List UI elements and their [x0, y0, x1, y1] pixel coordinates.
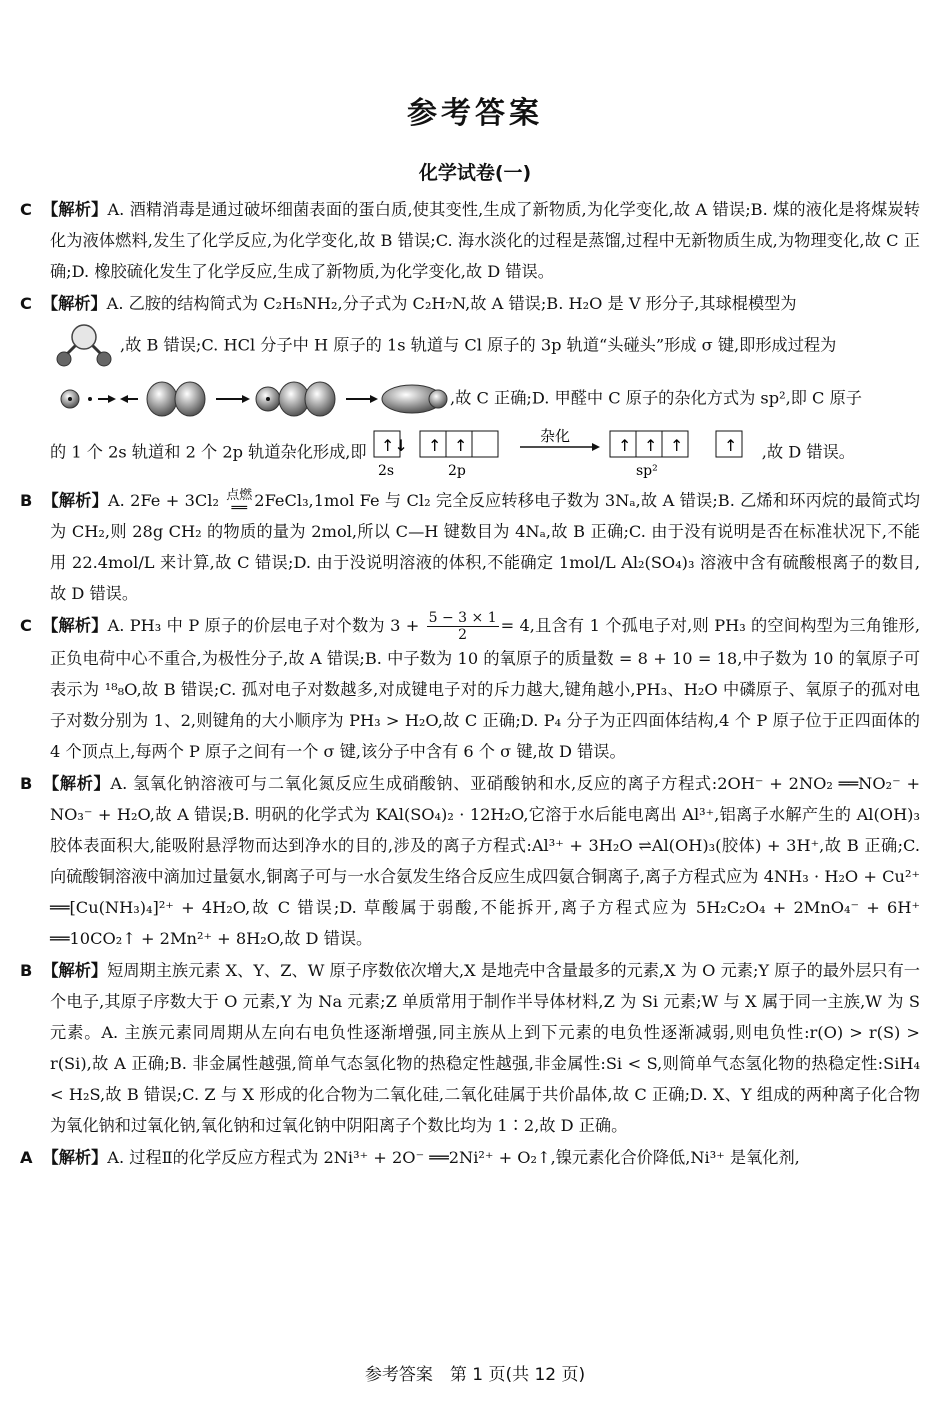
- answer-letter: C: [20, 616, 32, 635]
- analysis-tag: 【解析】: [42, 774, 111, 793]
- answer-letter: B: [20, 774, 33, 793]
- question-number: [0, 1142, 20, 1173]
- analysis-text: A. 乙胺的结构简式为 C₂H₅NH₂,分子式为 C₂H₇N,故 A 错误;B. H₂O 是 V 形分子,其球棍模型为: [106, 294, 797, 313]
- answer-letter: B: [20, 491, 33, 510]
- svg-text:↑: ↑: [427, 436, 442, 455]
- analysis-text: A. 酒精消毒是通过破坏细菌表面的蛋白质,使其变性,生成了新物质,为化学变化,故 A 错误;B. 煤的液化是将煤炭转化为液体燃料,发生了化学反应,为化学变化,故 B 错误;C. 海水淡化的过程是蒸馏,过程中无新物质生成,为物理变化,故 C 正确;D. 橡胶硫化发生了化学反应,生成了新物质,为化学变化,故 D 错误。: [50, 200, 920, 281]
- analysis-tag: 【解析】: [41, 294, 107, 313]
- question-number: [0, 194, 20, 225]
- answer-content: [20, 194, 921, 1174]
- analysis-text: ,故 B 错误;C. HCl 分子中 H 原子的 1s 轨道与 Cl 原子的 3p 轨道“头碰头”形成 σ 键,即形成过程为: [120, 335, 837, 355]
- answer-letter: C: [20, 294, 32, 313]
- orbital-label-sp2: sp²: [635, 463, 658, 479]
- analysis-text: = 4,且含有 1 个孤电子对,则 PH₃ 的空间构型为三角锥形,正负电荷中心不重合,为极性分子,故 A 错误;B. 中子数为 10 的氧原子的质量数 = 8 + 10 = 18,中子数为 10 的氧原子可表示为 ¹⁸₈O,故 B 错误;C. 孤对电子对数越多,对成键电子对的斥力越大,键角越小,PH₃、H₂O 中磷原子、氧原子的孤对电子对数分别为 1、2,则键角的大小顺序为 PH₃ > H₂O,故 C 正确;D. P₄ 分子为正四面体结构,4 个 P 原子位于正四面体的 4 个顶点上,每两个 P 原子之间有一个 σ 键,该分子中含有 6 个 σ 键,故 D 错误。: [50, 616, 920, 761]
- analysis-text: A. 氢氧化钠溶液可与二氧化氮反应生成硝酸钠、亚硝酸钠和水,反应的离子方程式:2OH⁻ + 2NO₂ ══NO₂⁻ + NO₃⁻ + H₂O,故 A 错误;B. 明矾的化学式为 KAl(SO₄)₂ · 12H₂O,它溶于水后能电离出 Al³⁺,铝离子水解产生的 Al(OH)₃ 胶体表面积大,能吸附悬浮物而达到净水的目的,涉及的离子方程式:Al³⁺ + 3H₂O ⇌Al(OH)₃(胶体) + 3H⁺,故 B 正确;C. 向硫酸铜溶液中滴加过量氨水,铜离子可与一水合氨发生络合反应生成四氨合铜离子,离子方程式应为 4NH₃ · H₂O + Cu²⁺ ══[Cu(NH₃)₄]²⁺ + 4H₂O,故 C 错误;D. 草酸属于弱酸,不能拆开,离子方程式应为 5H₂C₂O₄ + 2MnO₄⁻ + 6H⁺ ══10CO₂↑ + 2Mn²⁺ + 8H₂O,故 D 错误。: [50, 774, 921, 948]
- question-6: [20, 955, 920, 1141]
- analysis-tag: 【解析】: [41, 200, 108, 219]
- question-7: [20, 1142, 920, 1173]
- svg-text:↑: ↑: [617, 436, 632, 455]
- analysis-text: ,故 C 正确;D. 甲醛中 C 原子的杂化方式为 sp²,即 C 原子: [450, 388, 862, 408]
- question-3: [20, 485, 920, 609]
- svg-text:↑: ↑: [643, 436, 658, 455]
- page-footer: 参考答案 第 1 页(共 12 页): [364, 1365, 586, 1385]
- question-4: [20, 610, 920, 767]
- analysis-text: A. PH₃ 中 P 原子的价层电子对个数为 3 +: [107, 616, 420, 635]
- svg-text:↑: ↑: [669, 436, 684, 455]
- answer-letter: C: [20, 200, 32, 219]
- question-number: [0, 485, 20, 516]
- analysis-tag: 【解析】: [41, 616, 108, 635]
- orbital-label-2s: 2s: [377, 463, 394, 479]
- water-ball-stick-model: [50, 323, 120, 369]
- analysis-text: 的 1 个 2s 轨道和 2 个 2p 轨道杂化形成,即: [50, 442, 367, 462]
- orbital-label-2p: 2p: [447, 463, 466, 479]
- question-5: [20, 768, 921, 954]
- answer-letter: B: [20, 961, 33, 980]
- analysis-tag: 【解析】: [42, 491, 108, 510]
- analysis-text: 2FeCl₃,1mol Fe 与 Cl₂ 完全反应转移电子数为 3Nₐ,故 A 错误;B. 乙烯和环丙烷的最简式均为 CH₂,则 28g CH₂ 的物质的量为 2mol,所以 C—H 键数目为 4Nₐ,故 B 正确;C. 由于没有说明是否在标准状况下,不能用 22.4mol/L 来计算,故 C 错误;D. 由于没说明溶液的体积,不能确定 1mol/L Al₂(SO₄)₃ 溶液中含有硫酸根离子的数目,故 D 错误。: [50, 491, 920, 603]
- paper-subtitle: 化学试卷(一): [418, 162, 532, 184]
- svg-text:↑: ↑: [723, 436, 738, 455]
- analysis-text: ,故 D 错误。: [761, 442, 855, 462]
- answer-letter: A: [20, 1148, 33, 1167]
- fraction: $\frac{5 - 3 \times 1}{2}$: [428, 610, 497, 643]
- sp2-hybridization-diagram: [372, 427, 762, 479]
- question-number: [0, 288, 20, 319]
- reaction-condition: 点燃 ══: [226, 487, 253, 516]
- analysis-text: A. 2Fe + 3Cl₂: [107, 491, 219, 510]
- question-1: [20, 194, 920, 287]
- analysis-tag: 【解析】: [42, 961, 108, 980]
- question-number: [0, 955, 20, 986]
- hybridization-label: 杂化: [539, 427, 570, 445]
- analysis-text: 短周期主族元素 X、Y、Z、W 原子序数依次增大,X 是地壳中含量最多的元素,X 为 O 元素;Y 原子的最外层只有一个电子,其原子序数大于 O 元素,Y 为 Na 元素;Z 单质常用于制作半导体材料,Z 为 Si 元素;W 与 X 属于同一主族,W 为 S 元素。A. 主族元素同周期从左向右电负性逐渐增强,同主族从上到下元素的电负性逐渐减弱,则电负性:r(O) > r(S) > r(Si),故 A 正确;B. 非金属性越强,简单气态氢化物的热稳定性越强,非金属性:Si < S,则简单气态氢化物的热稳定性:SiH₄ < H₂S,故 B 错误;C. Z 与 X 形成的化合物为二氧化硅,二氧化硅属于共价晶体,故 C 正确;D. X、Y 组成的两种离子化合物为氧化钠和过氧化钠,氧化钠和过氧化钠中阴阳离子个数比均为 1∶2,故 D 正确。: [50, 961, 920, 1135]
- question-number: [0, 610, 20, 641]
- page-title: 参考答案: [407, 96, 543, 131]
- svg-text:↑↓: ↑↓: [380, 436, 408, 455]
- svg-text:↑: ↑: [453, 436, 468, 455]
- question-2: [20, 288, 920, 479]
- analysis-text: A. 过程Ⅱ的化学反应方程式为 2Ni³⁺ + 2O⁻ ══2Ni²⁺ + O₂↑,镍元素化合价降低,Ni³⁺ 是氧化剂,: [107, 1148, 800, 1167]
- hcl-sigma-bond-diagram: [50, 377, 450, 421]
- question-number: [0, 768, 20, 799]
- analysis-tag: 【解析】: [42, 1148, 108, 1167]
